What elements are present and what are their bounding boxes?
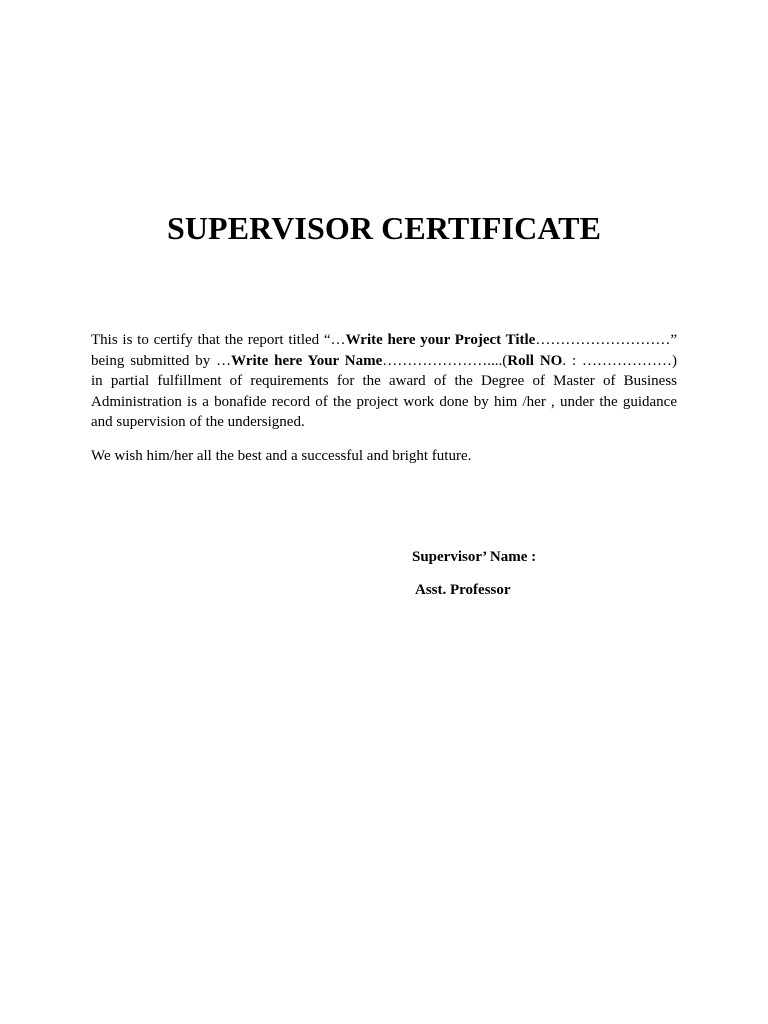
- paragraph-line-3: in partial fulfillment of requirements for the award of the Degree of Master of Business: [91, 373, 677, 390]
- supervisor-designation: Asst. Professor: [415, 582, 511, 598]
- paragraph-line-4: Administration is a bonafide record of the project work done by him /her , under the guidance: [91, 393, 677, 410]
- line2-middle: …………………....(: [382, 352, 508, 369]
- line2-suffix: . : ………………): [562, 352, 677, 369]
- wishes-paragraph: We wish him/her all the best and a successful and bright future.: [91, 448, 472, 464]
- paragraph-line-2: [91, 351, 677, 372]
- paragraph-line-5: and supervision of the undersigned.: [91, 414, 305, 431]
- certificate-title: SUPERVISOR CERTIFICATE: [166, 210, 602, 246]
- line1-suffix: ………………………”: [535, 332, 677, 348]
- paragraph-line-1: [91, 330, 677, 351]
- project-title-placeholder: Write here your Project Title: [345, 332, 536, 348]
- roll-number-label: Roll NO: [507, 352, 563, 369]
- line2-prefix: being submitted by …: [91, 352, 232, 369]
- supervisor-name-label: Supervisor’ Name :: [412, 549, 537, 565]
- student-name-placeholder: Write here Your Name: [231, 352, 383, 369]
- line1-prefix: This is to certify that the report titled “…: [91, 332, 346, 348]
- certification-paragraph: [91, 330, 677, 433]
